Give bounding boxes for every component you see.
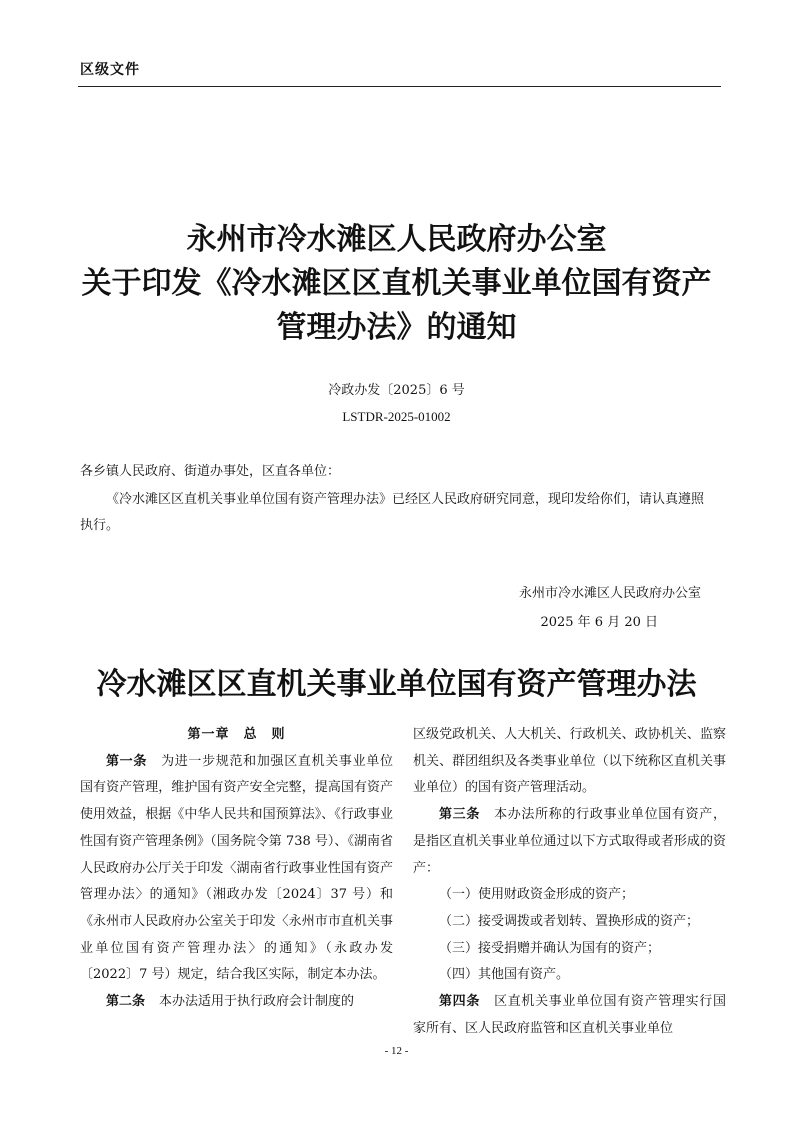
title-line-2: 关于印发《冷水滩区区直机关事业单位国有资产 xyxy=(81,266,712,301)
article-2 xyxy=(80,989,393,1016)
regulation-title: 冷水滩区区直机关事业单位国有资产管理办法 xyxy=(96,667,697,702)
article-4 xyxy=(413,989,726,1042)
article-3-item: （四）其他国有资产。 xyxy=(439,967,570,983)
article-3-item: （三）接受捐赠并确认为国有的资产； xyxy=(439,940,661,956)
document-number: 冷政办发〔2025〕6 号 xyxy=(328,383,465,398)
article-3-label: 第三条 xyxy=(439,807,481,823)
signing-date: 2025 年 6 月 20 日 xyxy=(540,615,658,630)
article-3-item: （一）使用财政资金形成的资产； xyxy=(439,887,635,903)
left-column xyxy=(80,722,393,1016)
page-number: - 12 - xyxy=(384,1045,409,1057)
addressee: 各乡镇人民政府、街道办事处，区直各单位： xyxy=(80,464,341,479)
article-1-text: 为进一步规范和加强区直机关事业单位国有资产管理，维护国有资产安全完整，提高国有资产使用效益，根据《中华人民共和国预算法》、《行政事业性国有资产管理条例》（国务院令第 738 号）、《湖南省人民政府办公厅关于印发〈湖南省行政事业性国有资产管理办法〉的通知》（湘政办发〔2024〕37 号）和《永州市人民政府办公室关于印发〈永州市市直机关事业单位国有资产管理办法〉的通知》（永政办发〔2022〕7 号）规定，结合我区实际，制定本办法。 xyxy=(80,753,393,983)
title-line-3: 管理办法》的通知 xyxy=(276,310,517,345)
right-column xyxy=(413,722,726,1042)
article-4-text: 区直机关事业单位国有资产管理实行国家所有、区人民政府监管和区直机关事业单位 xyxy=(413,994,726,1036)
registration-number: LSTDR-2025-01002 xyxy=(342,409,451,424)
chapter-heading: 第一章 总 则 xyxy=(187,727,286,742)
document-category-label: 区级文件 xyxy=(80,62,140,78)
article-1-label: 第一条 xyxy=(106,753,148,769)
title-line-1: 永州市冷水滩区人民政府办公室 xyxy=(186,222,607,257)
article-2-label: 第二条 xyxy=(106,994,146,1010)
article-1 xyxy=(80,749,393,989)
article-3-text: 本办法所称的行政事业单位国有资产，是指区直机关事业单位通过以下方式取得或者形成的资产： xyxy=(413,807,726,876)
article-2-continued: 区级党政机关、人大机关、行政机关、政协机关、监察机关、群团组织及各类事业单位（以下统称区直机关事业单位）的国有资产管理活动。 xyxy=(413,727,726,796)
article-3 xyxy=(413,802,726,882)
signing-organization: 永州市冷水滩区人民政府办公室 xyxy=(518,586,701,601)
article-4-label: 第四条 xyxy=(439,994,481,1010)
article-2-text-start: 本办法适用于执行政府会计制度的 xyxy=(159,994,355,1010)
header-divider xyxy=(78,86,721,87)
notice-title xyxy=(70,218,723,350)
notice-body: 《冷水滩区区直机关事业单位国有资产管理办法》已经区人民政府研究同意，现印发给你们，请认真遵照执行。 xyxy=(80,492,705,533)
article-3-item: （二）接受调拨或者划转、置换形成的资产； xyxy=(439,913,700,929)
